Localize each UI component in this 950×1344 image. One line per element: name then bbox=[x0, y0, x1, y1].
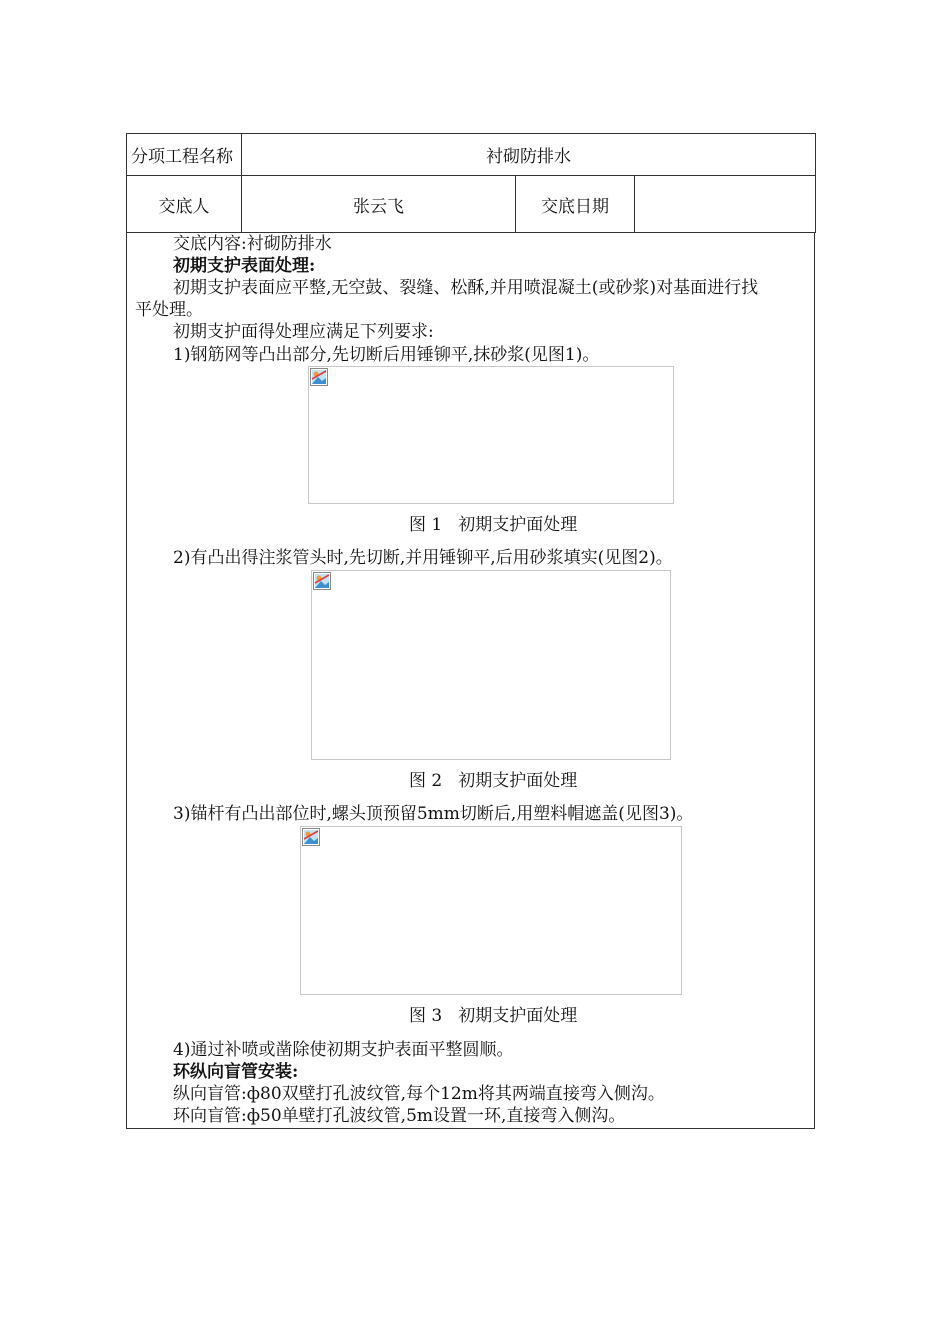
figure-number: 图 3 bbox=[409, 1006, 443, 1026]
paragraph-line: 纵向盲管:ф80双壁打孔波纹管,每个12m将其两端直接弯入侧沟。 bbox=[173, 1084, 665, 1104]
disclosure-date-value bbox=[635, 176, 816, 233]
list-item: 1)钢筋网等凸出部分,先切断后用锤铆平,抹砂浆(见图1)。 bbox=[173, 345, 600, 365]
broken-image-icon bbox=[310, 368, 328, 386]
figure-title: 初期支护面处理 bbox=[458, 771, 578, 791]
discloser-value: 张云飞 bbox=[242, 176, 516, 233]
figure-3-image bbox=[300, 826, 682, 995]
section-title-surface: 初期支护表面处理: bbox=[173, 256, 316, 276]
figure-number: 图 1 bbox=[409, 515, 443, 535]
broken-image-icon bbox=[302, 828, 320, 846]
paragraph-line: 环向盲管:ф50单壁打孔波纹管,5m设置一环,直接弯入侧沟。 bbox=[173, 1106, 626, 1126]
discloser-label: 交底人 bbox=[127, 176, 242, 233]
figure-title: 初期支护面处理 bbox=[458, 515, 578, 535]
disclosure-form bbox=[126, 133, 815, 1129]
paragraph-line: 平处理。 bbox=[135, 300, 203, 320]
figure-1-caption bbox=[409, 514, 577, 536]
figure-3-caption bbox=[409, 1005, 577, 1027]
figure-2-image bbox=[311, 570, 671, 760]
figure-2-caption bbox=[409, 770, 577, 792]
figure-1-image bbox=[308, 366, 674, 504]
paragraph-line: 初期支护表面应平整,无空鼓、裂缝、松酥,并用喷混凝土(或砂浆)对基面进行找 bbox=[173, 278, 759, 298]
section-title-drainage: 环纵向盲管安装: bbox=[173, 1062, 299, 1082]
list-item: 3)锚杆有凸出部位时,螺头顶预留5mm切断后,用塑料帽遮盖(见图3)。 bbox=[173, 804, 694, 824]
disclosure-date-label: 交底日期 bbox=[516, 176, 635, 233]
header-table bbox=[126, 133, 816, 233]
project-name-value: 衬砌防排水 bbox=[242, 134, 816, 176]
figure-number: 图 2 bbox=[409, 771, 443, 791]
project-name-label: 分项工程名称 bbox=[127, 134, 242, 176]
figure-title: 初期支护面处理 bbox=[458, 1006, 578, 1026]
disclosure-content bbox=[126, 233, 815, 1129]
paragraph-line: 初期支护面得处理应满足下列要求: bbox=[173, 322, 434, 342]
list-item: 2)有凸出得注浆管头时,先切断,并用锤铆平,后用砂浆填实(见图2)。 bbox=[173, 548, 673, 568]
broken-image-icon bbox=[313, 572, 331, 590]
intro-line: 交底内容:衬砌防排水 bbox=[173, 234, 332, 254]
list-item: 4)通过补喷或凿除使初期支护表面平整圆顺。 bbox=[173, 1040, 514, 1060]
